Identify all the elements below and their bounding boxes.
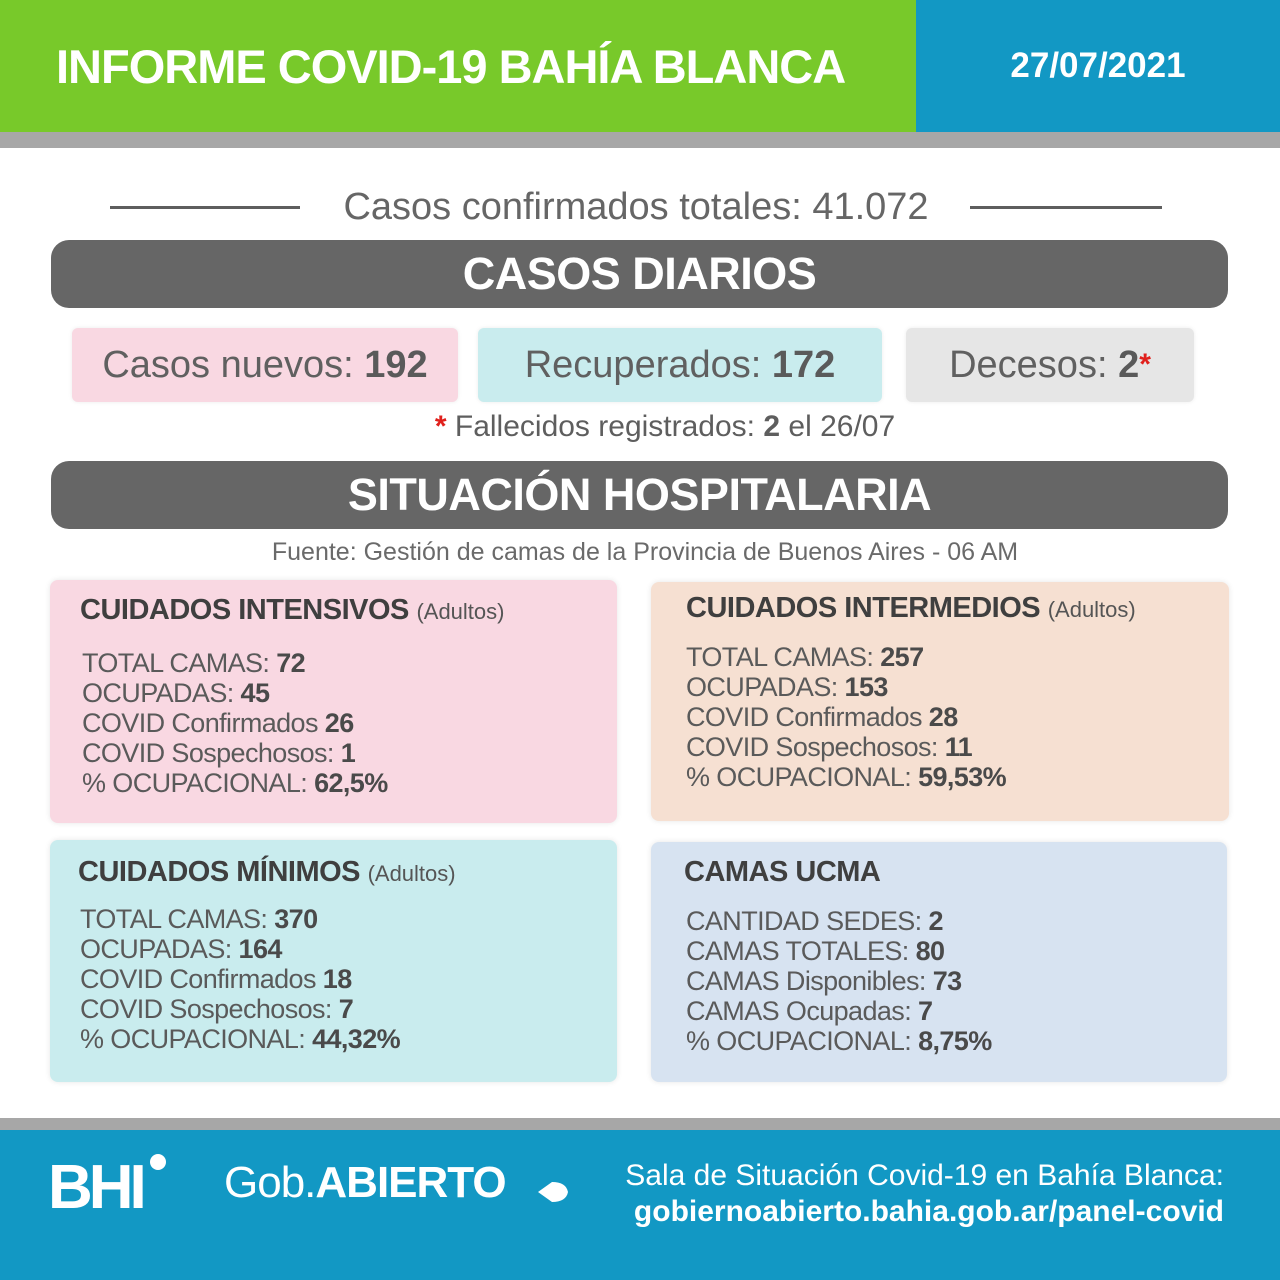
stat-covid-sospechosos xyxy=(82,738,388,768)
stat-value: 257 xyxy=(880,642,924,672)
stat-camas-disponibles xyxy=(686,966,992,996)
stat-label: CAMAS Disponibles: xyxy=(686,966,926,996)
recuperados-box xyxy=(478,328,882,402)
card-title xyxy=(686,592,1136,625)
panel-covid-info xyxy=(625,1158,1224,1230)
decesos-asterisk: * xyxy=(1139,348,1151,381)
recuperados-label: Recuperados: xyxy=(524,343,762,386)
stat-cantidad-sedes xyxy=(686,906,992,936)
decesos-box xyxy=(906,328,1194,402)
footnote-label: Fallecidos registrados: xyxy=(454,410,756,443)
card-stats xyxy=(82,648,388,798)
footnote-value: 2 xyxy=(763,410,781,443)
card-cuidados-minimos xyxy=(50,840,617,1082)
stat-value: 370 xyxy=(274,904,318,934)
bhi-logo xyxy=(48,1148,168,1228)
stat-label: COVID Confirmados xyxy=(82,708,318,738)
header-date-panel xyxy=(916,0,1280,132)
stat-label: CAMAS Ocupadas: xyxy=(686,996,912,1026)
card-subtitle: (Adultos) xyxy=(416,599,505,624)
stat-label: % OCUPACIONAL: xyxy=(82,768,308,798)
stat-value: 62,5% xyxy=(314,768,388,798)
stat-label: OCUPADAS: xyxy=(80,934,232,964)
stat-label: TOTAL CAMAS: xyxy=(80,904,268,934)
card-title-text: CAMAS UCMA xyxy=(684,856,881,888)
card-subtitle: (Adultos) xyxy=(367,861,456,886)
card-cuidados-intensivos xyxy=(50,580,617,823)
totals-row xyxy=(110,180,1162,234)
stat-label: % OCUPACIONAL: xyxy=(80,1024,306,1054)
totals-rule-left xyxy=(110,206,300,209)
stat-value: 45 xyxy=(240,678,270,708)
recuperados-value: 172 xyxy=(771,343,836,386)
stat-total-camas xyxy=(686,642,1006,672)
stat-label: TOTAL CAMAS: xyxy=(686,642,874,672)
section-title-casos-diarios: CASOS DIARIOS xyxy=(462,248,817,299)
stat-value: 28 xyxy=(928,702,958,732)
stat-value: 18 xyxy=(322,964,352,994)
casos-nuevos-label: Casos nuevos: xyxy=(102,343,354,386)
gob-prefix: Gob. xyxy=(224,1158,316,1207)
section-casos-diarios xyxy=(51,240,1228,308)
stat-label: COVID Sospechosos: xyxy=(82,738,334,768)
stat-camas-ocupadas xyxy=(686,996,992,1026)
stat-label: TOTAL CAMAS: xyxy=(82,648,270,678)
totals-text xyxy=(343,186,928,229)
totals-label: Casos confirmados totales: xyxy=(343,185,802,228)
card-title xyxy=(78,856,456,889)
stat-value: 7 xyxy=(918,996,933,1026)
stat-ocupacional xyxy=(82,768,388,798)
stat-ocupacional xyxy=(686,1026,992,1056)
stat-value: 26 xyxy=(324,708,354,738)
gob-abierto-mark-icon xyxy=(536,1179,572,1205)
stat-ocupacional xyxy=(80,1024,400,1054)
card-stats xyxy=(686,906,992,1056)
stat-ocupadas xyxy=(686,672,1006,702)
stat-label: % OCUPACIONAL: xyxy=(686,762,912,792)
card-title-text: CUIDADOS MÍNIMOS xyxy=(78,856,360,888)
stat-camas-totales xyxy=(686,936,992,966)
card-camas-ucma xyxy=(651,842,1227,1082)
panel-covid-label: Sala de Situación Covid-19 en Bahía Blanca: xyxy=(625,1159,1224,1192)
stat-value: 72 xyxy=(276,648,306,678)
stat-covid-sospechosos xyxy=(80,994,400,1024)
section-situacion-hospitalaria xyxy=(51,461,1228,529)
stat-value: 59,53% xyxy=(918,762,1007,792)
gob-abierto-logo xyxy=(224,1158,506,1208)
panel-covid-link[interactable]: gobiernoabierto.bahia.gob.ar/panel-covid xyxy=(633,1195,1224,1228)
stat-label: COVID Sospechosos: xyxy=(80,994,332,1024)
stat-covid-confirmados xyxy=(80,964,400,994)
bhi-logo-text: BHI xyxy=(48,1153,143,1222)
stat-ocupadas xyxy=(80,934,400,964)
stat-ocupadas xyxy=(82,678,388,708)
stat-total-camas xyxy=(80,904,400,934)
card-stats xyxy=(686,642,1006,792)
casos-nuevos-value: 192 xyxy=(364,343,428,386)
stat-value: 8,75% xyxy=(918,1026,992,1056)
stat-covid-confirmados xyxy=(686,702,1006,732)
card-title xyxy=(684,856,880,889)
header xyxy=(0,0,1280,132)
header-divider xyxy=(0,132,1280,148)
stat-value: 73 xyxy=(932,966,962,996)
header-title: INFORME COVID-19 BAHÍA BLANCA xyxy=(56,39,846,93)
totals-value: 41.072 xyxy=(812,185,929,228)
header-date: 27/07/2021 xyxy=(1010,46,1186,85)
gob-name: ABIERTO xyxy=(315,1158,506,1207)
stat-value: 2 xyxy=(928,906,943,936)
stat-value: 7 xyxy=(338,994,354,1024)
stat-value: 11 xyxy=(944,732,973,762)
stat-value: 153 xyxy=(844,672,888,702)
decesos-value: 2 xyxy=(1118,343,1140,386)
section-title-hospitalaria: SITUACIÓN HOSPITALARIA xyxy=(347,469,932,520)
card-title-text: CUIDADOS INTERMEDIOS xyxy=(686,592,1041,624)
card-subtitle: (Adultos) xyxy=(1047,597,1136,622)
decesos-footnote xyxy=(0,410,1280,444)
stat-value: 80 xyxy=(915,936,945,966)
stat-total-camas xyxy=(82,648,388,678)
footnote-asterisk: * xyxy=(434,410,447,443)
decesos-label: Decesos: xyxy=(949,343,1108,386)
stat-label: COVID Sospechosos: xyxy=(686,732,938,762)
stat-value: 44,32% xyxy=(312,1024,401,1054)
stat-label: CANTIDAD SEDES: xyxy=(686,906,922,936)
data-source: Fuente: Gestión de camas de la Provincia de Buenos Aires - 06 AM xyxy=(271,538,1019,566)
card-cuidados-intermedios xyxy=(651,582,1229,821)
footer-divider xyxy=(0,1118,1280,1130)
footnote-suffix: el 26/07 xyxy=(788,410,896,443)
stat-label: COVID Confirmados xyxy=(80,964,316,994)
stat-ocupacional xyxy=(686,762,1006,792)
totals-rule-right xyxy=(970,206,1162,209)
stat-label: COVID Confirmados xyxy=(686,702,922,732)
stat-value: 1 xyxy=(340,738,356,768)
stat-label: OCUPADAS: xyxy=(686,672,838,702)
stat-covid-sospechosos xyxy=(686,732,1006,762)
casos-nuevos-box xyxy=(72,328,458,402)
card-stats xyxy=(80,904,400,1054)
stat-label: CAMAS TOTALES: xyxy=(686,936,909,966)
bhi-logo-dot xyxy=(150,1154,166,1170)
stat-value: 164 xyxy=(238,934,282,964)
stat-label: % OCUPACIONAL: xyxy=(686,1026,912,1056)
card-title xyxy=(80,594,504,627)
stat-label: OCUPADAS: xyxy=(82,678,234,708)
card-title-text: CUIDADOS INTENSIVOS xyxy=(80,594,409,626)
stat-covid-confirmados xyxy=(82,708,388,738)
header-title-panel xyxy=(0,0,916,132)
